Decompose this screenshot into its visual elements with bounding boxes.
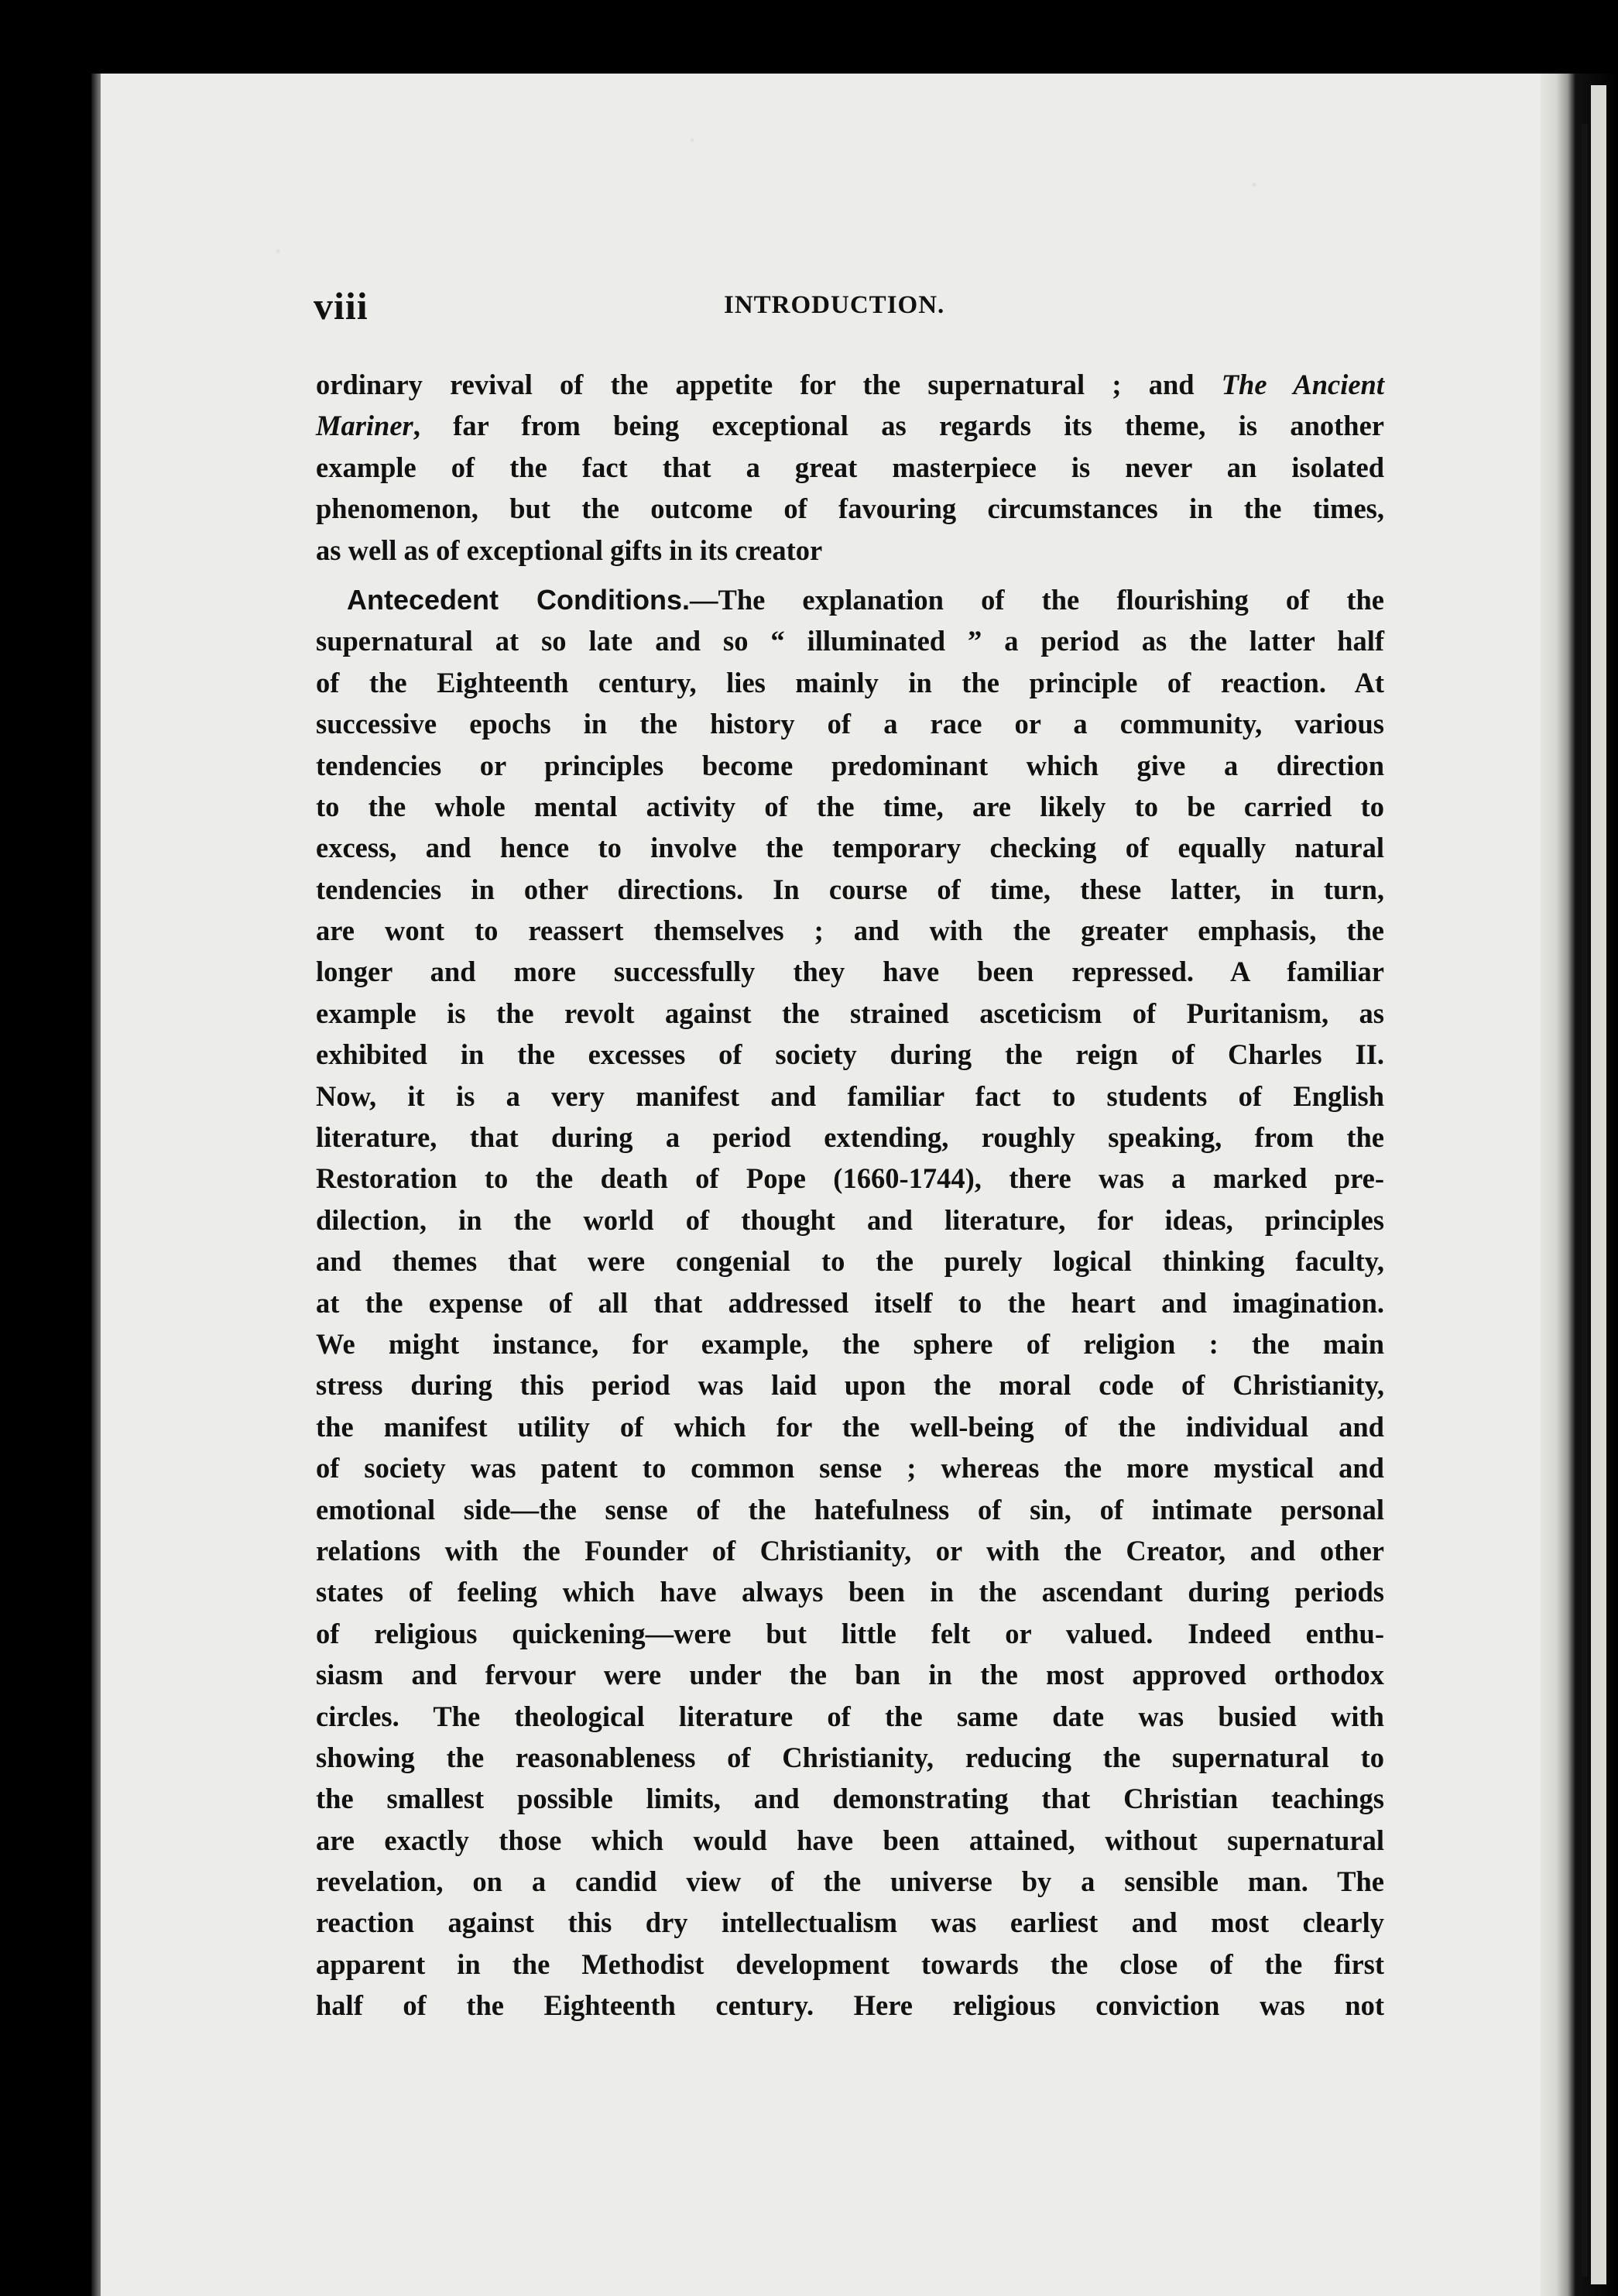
italic-title: Mariner xyxy=(316,410,413,442)
text-line: at the expense of all that addressed itself to the heart and imagination. xyxy=(316,1286,1384,1319)
scan-top-margin xyxy=(0,0,1618,74)
text-line: successive epochs in the history of a race or a community, various xyxy=(316,708,1384,740)
facing-page-edge xyxy=(1591,85,1606,2284)
text-line: supernatural at so late and so “ illuminated ” a period as the latter half xyxy=(316,625,1384,657)
text-line: exhibited in the excesses of society during the reign of Charles II. xyxy=(316,1038,1384,1071)
text-line: circles. The theological literature of the same date was busied with xyxy=(316,1700,1384,1732)
running-head xyxy=(314,283,1390,330)
text-line: are wont to reassert themselves ; and with the greater emphasis, the xyxy=(316,915,1384,947)
text-line: Antecedent Conditions.—The explanation of the flourishing of the xyxy=(347,583,1384,616)
text-line: tendencies in other directions. In course of time, these latter, in turn, xyxy=(316,873,1384,905)
text-line: stress during this period was laid upon the moral code of Christianity, xyxy=(316,1369,1384,1402)
text-line: apparent in the Methodist development towards the close of the first xyxy=(316,1948,1384,1980)
paragraph-gap xyxy=(316,571,1384,579)
text-line: emotional side—the sense of the hatefulness of sin, of intimate personal xyxy=(316,1493,1384,1526)
text-line: half of the Eighteenth century. Here religious conviction was not xyxy=(316,1989,1384,2022)
text-line: revelation, on a candid view of the universe by a sensible man. The xyxy=(316,1865,1384,1898)
text-line: Now, it is a very manifest and familiar fact to students of English xyxy=(316,1079,1384,1112)
text-line: example is the revolt against the strained asceticism of Puritanism, as xyxy=(316,997,1384,1029)
text-line: We might instance, for example, the sphere of religion : the main xyxy=(316,1327,1384,1360)
gutter-shadow-line xyxy=(1582,124,1588,2277)
text-line: phenomenon, but the outcome of favouring circumstances in the times, xyxy=(316,492,1384,525)
text-line: the manifest utility of which for the well-being of the individual and xyxy=(316,1410,1384,1443)
text-line: siasm and fervour were under the ban in the most approved orthodox xyxy=(316,1659,1384,1691)
text-line: longer and more successfully they have been repressed. A familiar xyxy=(316,956,1384,988)
text-line: reaction against this dry intellectualism was earliest and most clearly xyxy=(316,1906,1384,1939)
text-line: ordinary revival of the appetite for the supernatural ; and The Ancient xyxy=(316,369,1384,400)
text-line: and themes that were congenial to the purely logical thinking faculty, xyxy=(316,1245,1384,1278)
section-heading: Antecedent Conditions. xyxy=(347,583,690,616)
running-title: INTRODUCTION. xyxy=(724,291,945,319)
text-line: of society was patent to common sense ; whereas the more mystical and xyxy=(316,1452,1384,1484)
text-line: to the whole mental activity of the time, are likely to be carried to xyxy=(316,790,1384,822)
page-number: viii xyxy=(314,284,369,328)
text-line: showing the reasonableness of Christianity, reducing the supernatural to xyxy=(316,1741,1384,1773)
text-line: the smallest possible limits, and demonstrating that Christian teachings xyxy=(316,1783,1384,1815)
text-line: Restoration to the death of Pope (1660-1744), there was a marked pre- xyxy=(316,1162,1384,1195)
book-gutter xyxy=(1541,74,1618,2296)
text-line: of the Eighteenth century, lies mainly in the principle of reaction. At xyxy=(316,666,1384,698)
text-line: example of the fact that a great masterpiece is never an isolated xyxy=(316,451,1384,483)
text-line: dilection, in the world of thought and literature, for ideas, principles xyxy=(316,1203,1384,1236)
text-line: states of feeling which have always been in the ascendant during periods xyxy=(316,1576,1384,1608)
italic-title: The Ancient xyxy=(1221,369,1384,400)
text-line: excess, and hence to involve the temporary checking of equally natural xyxy=(316,832,1384,864)
text-line: Mariner, far from being exceptional as regards its theme, is another xyxy=(316,410,1384,442)
text-line: tendencies or principles become predominant which give a direction xyxy=(316,749,1384,781)
body-text xyxy=(316,364,1384,2027)
text-line: of religious quickening—were but little felt or valued. Indeed enthu- xyxy=(316,1617,1384,1649)
text-line: relations with the Founder of Christianity, or with the Creator, and other xyxy=(316,1534,1384,1567)
text-line: literature, that during a period extending, roughly speaking, from the xyxy=(316,1121,1384,1154)
text-line: are exactly those which would have been attained, without supernatural xyxy=(316,1824,1384,1856)
text-line: as well as of exceptional gifts in its creator xyxy=(316,534,823,566)
